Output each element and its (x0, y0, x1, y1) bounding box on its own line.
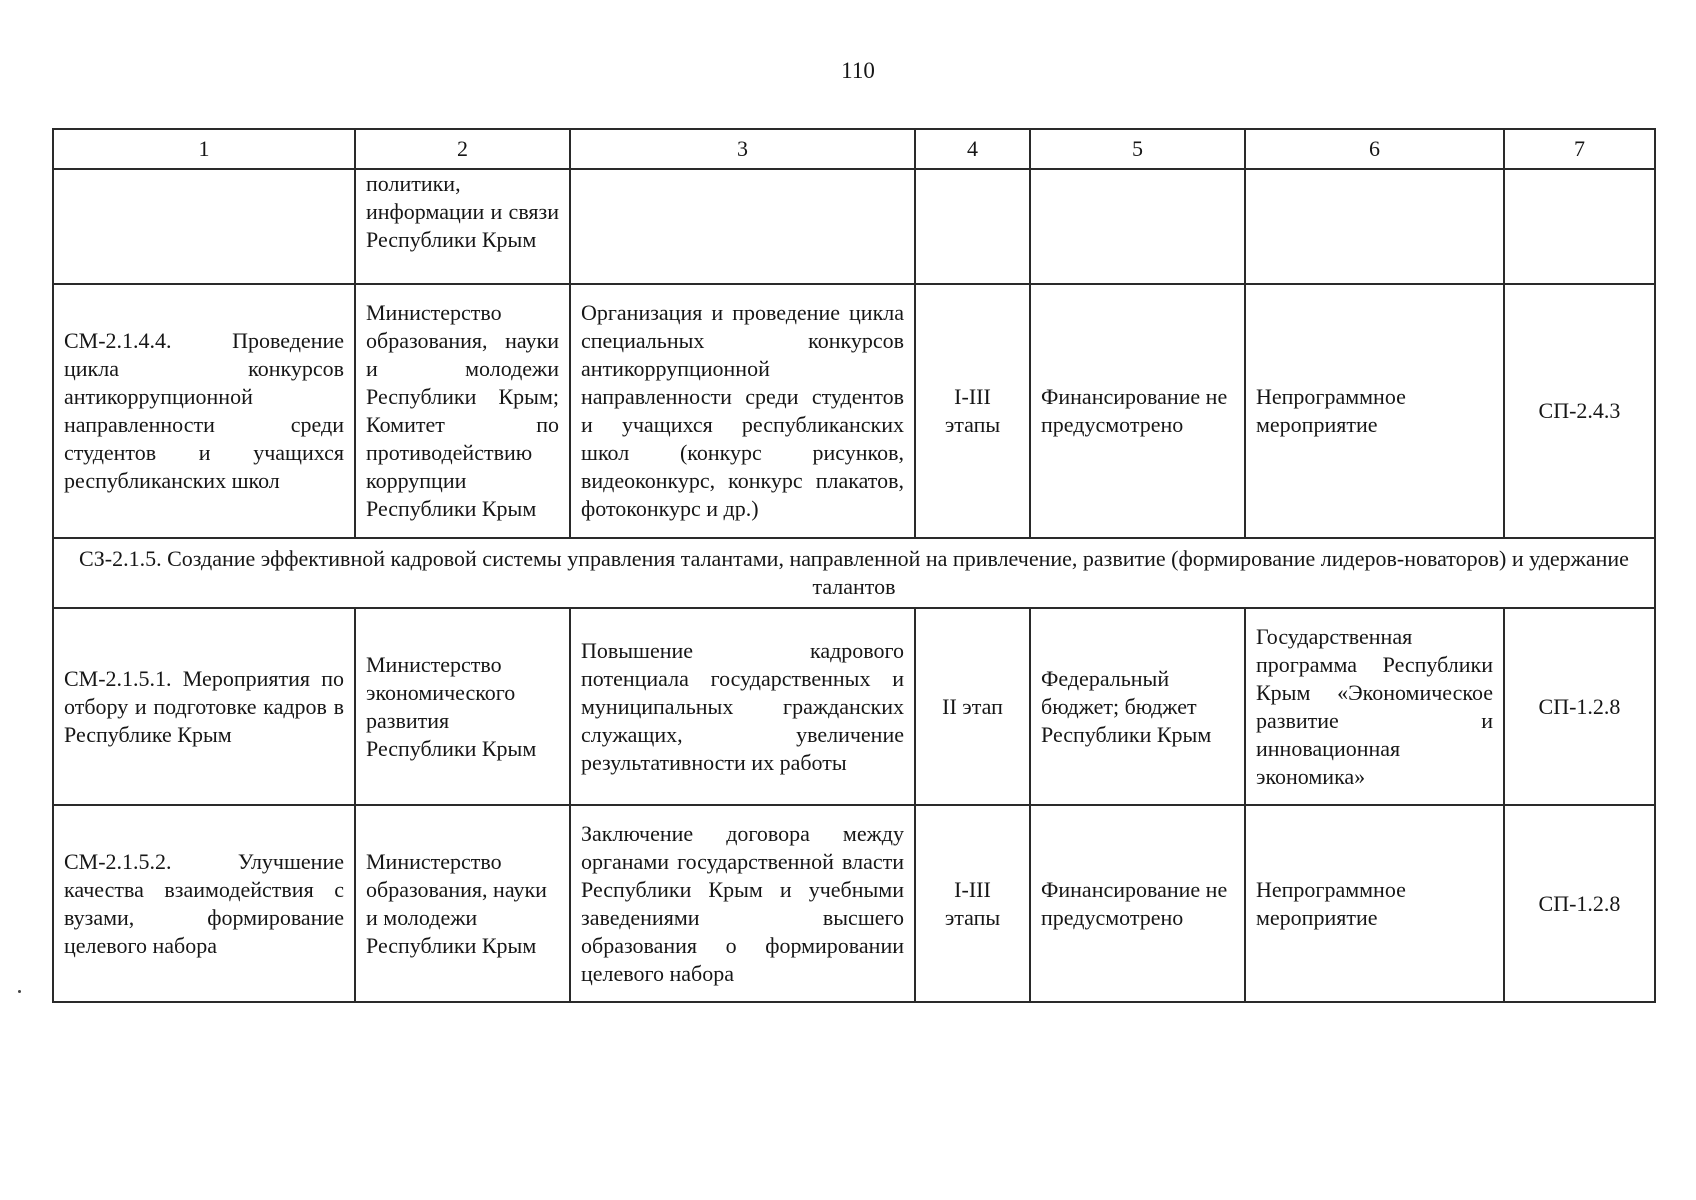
measure-cell: СМ-2.1.4.4. Проведение цикла конкурсов антикоррупционной направленности среди студентов и учащихся республиканских школ (53, 284, 355, 538)
executor-cell: Министерство образования, науки и молодежи Республики Крым; Комитет по противодействию коррупции Республики Крым (355, 284, 570, 538)
funding-cell: Финансирование не предусмотрено (1030, 284, 1245, 538)
table-row (53, 284, 1655, 538)
program-cell: Непрограммное мероприятие (1245, 284, 1504, 538)
executor-cell: политики, информации и связи Республики Крым (355, 169, 570, 284)
column-header: 5 (1030, 129, 1245, 169)
measure-cell: СМ-2.1.5.2. Улучшение качества взаимодействия с вузами, формирование целевого набора (53, 805, 355, 1002)
measure-cell: СМ-2.1.5.1. Мероприятия по отбору и подготовке кадров в Республике Крым (53, 608, 355, 805)
funding-cell: Финансирование не предусмотрено (1030, 805, 1245, 1002)
measures-table (52, 128, 1656, 1003)
executor-cell: Министерство экономического развития Республики Крым (355, 608, 570, 805)
program-cell: Государственная программа Республики Крым «Экономическое развитие и инновационная экономика» (1245, 608, 1504, 805)
scan-speck (18, 990, 21, 993)
link-cell: СП-2.4.3 (1504, 284, 1655, 538)
section-title: СЗ-2.1.5. Создание эффективной кадровой системы управления талантами, направленной на привлечение, развитие (формирование лидеров-новаторов) и удержание талантов (53, 538, 1655, 608)
table-row (53, 608, 1655, 805)
program-cell: Непрограммное мероприятие (1245, 805, 1504, 1002)
column-header: 4 (915, 129, 1030, 169)
content-cell: Заключение договора между органами государственной власти Республики Крым и учебными заведениями высшего образования о формировании целевого набора (570, 805, 915, 1002)
table-row (53, 169, 1655, 284)
funding-cell (1030, 169, 1245, 284)
content-cell: Организация и проведение цикла специальных конкурсов антикоррупционной направленности среди студентов и учащихся республиканских школ (конкурс рисунков, видеоконкурс, конкурс плакатов, фотоконкурс и др.) (570, 284, 915, 538)
stage-cell: I-III этапы (915, 805, 1030, 1002)
stage-cell (915, 169, 1030, 284)
program-cell (1245, 169, 1504, 284)
link-cell: СП-1.2.8 (1504, 608, 1655, 805)
measure-cell (53, 169, 355, 284)
column-header: 2 (355, 129, 570, 169)
column-header: 6 (1245, 129, 1504, 169)
section-row (53, 538, 1655, 608)
executor-cell: Министерство образования, науки и молодежи Республики Крым (355, 805, 570, 1002)
stage-cell: II этап (915, 608, 1030, 805)
column-header: 7 (1504, 129, 1655, 169)
stage-cell: I-III этапы (915, 284, 1030, 538)
link-cell (1504, 169, 1655, 284)
column-header: 1 (53, 129, 355, 169)
column-header: 3 (570, 129, 915, 169)
content-cell: Повышение кадрового потенциала государственных и муниципальных гражданских служащих, увеличение результативности их работы (570, 608, 915, 805)
link-cell: СП-1.2.8 (1504, 805, 1655, 1002)
page-number: 110 (841, 58, 875, 83)
funding-cell: Федеральный бюджет; бюджет Республики Крым (1030, 608, 1245, 805)
table-header-row (53, 129, 1655, 169)
content-cell (570, 169, 915, 284)
table-row (53, 805, 1655, 1002)
